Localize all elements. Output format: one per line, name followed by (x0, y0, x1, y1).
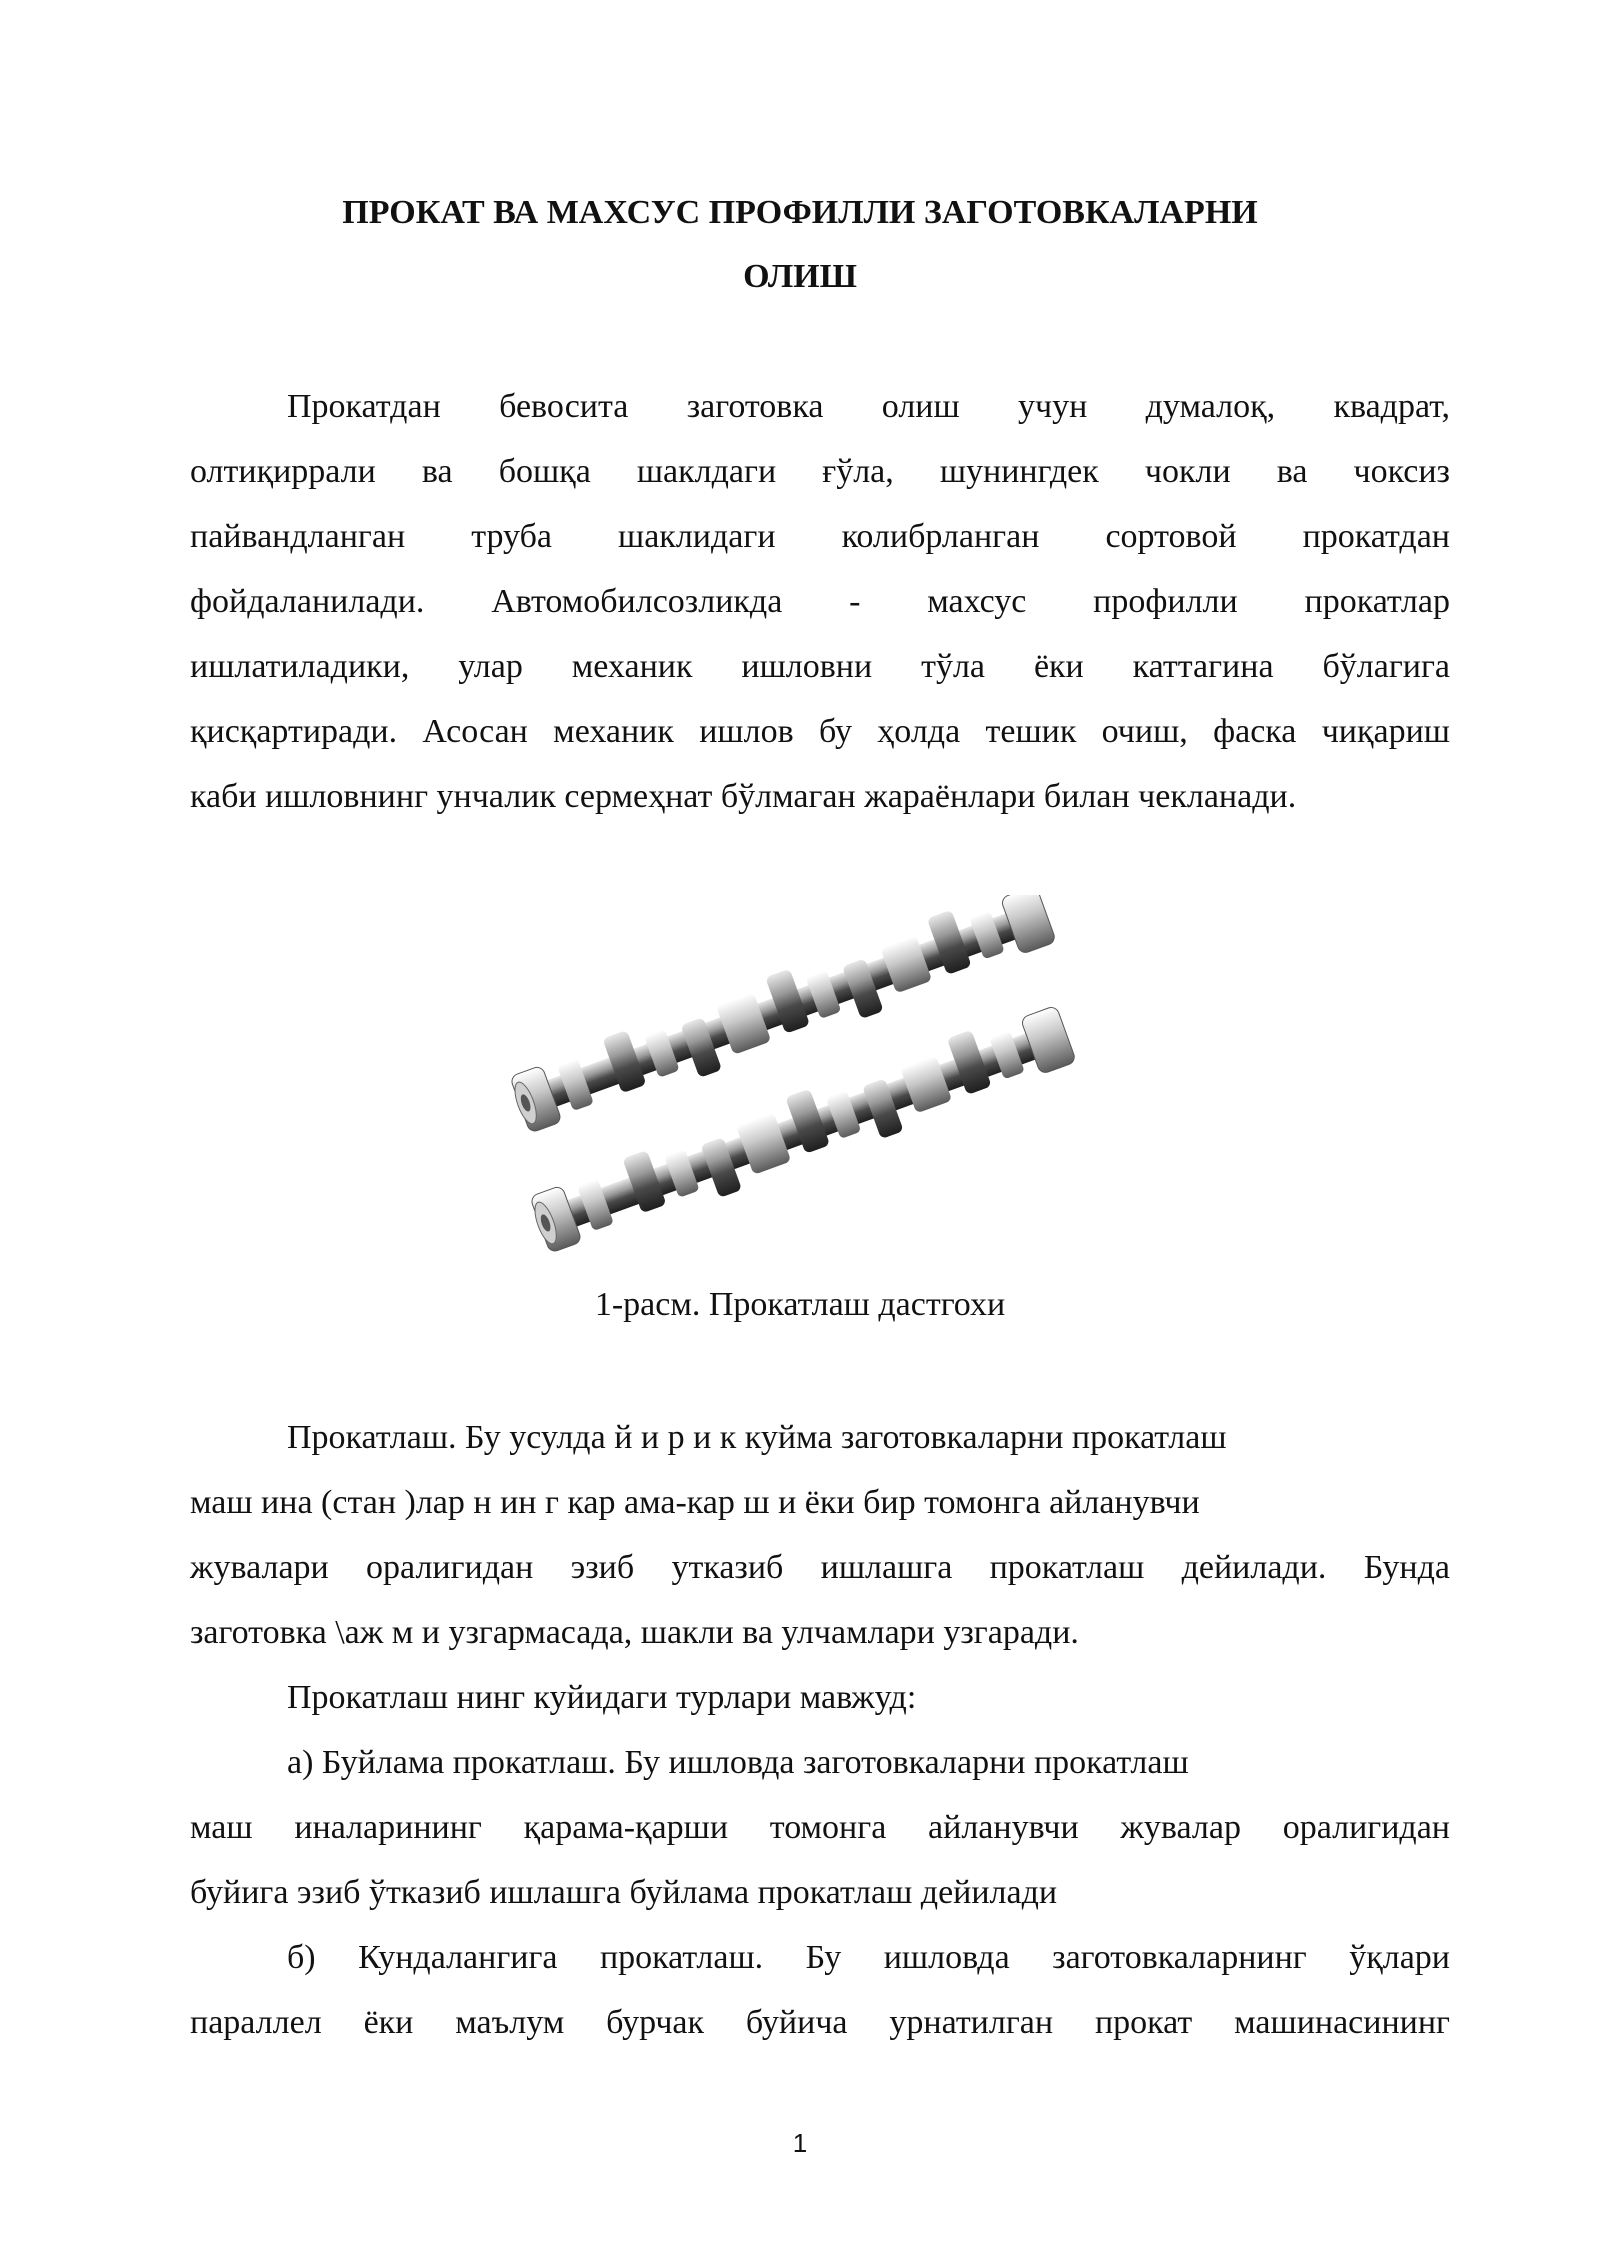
paragraph-2-line: Прокатлаш. Бу усулда й и р и к куйма заготовкаларни прокатлаш (287, 1419, 1227, 1456)
paragraph-4-line: буйига эзиб ўтказиб ишлашга буйлама прокатлаш дейилади (190, 1874, 1058, 1911)
paragraph-1-line: каби ишловнинг унчалик сермеҳнат бўлмаган жараёнлари билан чекланади. (190, 778, 1297, 815)
paragraph-4-line: а) Буйлама прокатлаш. Бу ишловда заготовкаларни прокатлаш (287, 1744, 1189, 1781)
paragraph-5-line: б) Кундалангига прокатлаш. Бу ишловда заготовкаларнинг ўқлари (287, 1939, 1450, 1976)
paragraph-3: Прокатлаш нинг куйидаги турлари мавжуд: (287, 1679, 917, 1716)
paragraph-1-line: Прокатдан бевосита заготовка олиш учун думалоқ, квадрат, (287, 388, 1450, 425)
title-line-2: ОЛИШ (743, 258, 857, 295)
paragraph-1-line: фойдаланилади. Автомобилсозликда - махсус профилли прокатлар (190, 583, 1450, 620)
title-line-1: ПРОКАТ ВА МАХСУС ПРОФИЛЛИ ЗАГОТОВКАЛАРНИ (342, 194, 1258, 231)
paragraph-1-line: олтиқиррали ва бошқа шаклдаги ғўла, шунингдек чокли ва чоксиз (190, 453, 1450, 490)
figure-caption: 1-расм. Прокатлаш дастгохи (594, 1286, 1006, 1323)
paragraph-4-line: маш иналарининг қарама-қарши томонга айланувчи жувалар оралигидан (190, 1809, 1450, 1846)
paragraph-1-line: ишлатиладики, улар механик ишловни тўла ёки каттагина бўлагига (190, 648, 1450, 685)
paragraph-2-line: заготовка \аж м и узгармасада, шакли ва улчамлари узгаради. (190, 1614, 1079, 1651)
paragraph-1-line: пайвандланган труба шаклидаги колибрланган сортовой прокатдан (190, 518, 1450, 555)
paragraph-5-line: параллел ёки маълум бурчак буйича урнатилган прокат машинасининг (190, 2004, 1450, 2041)
page-number: 1 (792, 2128, 808, 2158)
paragraph-2-line: маш ина (стан )лар н ин г кар ама-кар ш и ёки бир томонга айланувчи (190, 1484, 1200, 1521)
paragraph-1-line: қисқартиради. Асосан механик ишлов бу ҳолда тешик очиш, фаска чиқариш (190, 713, 1450, 750)
camshaft-illustration (500, 895, 1140, 1275)
paragraph-2-line: жувалари оралигидан эзиб утказиб ишлашга прокатлаш дейилади. Бунда (190, 1549, 1450, 1586)
